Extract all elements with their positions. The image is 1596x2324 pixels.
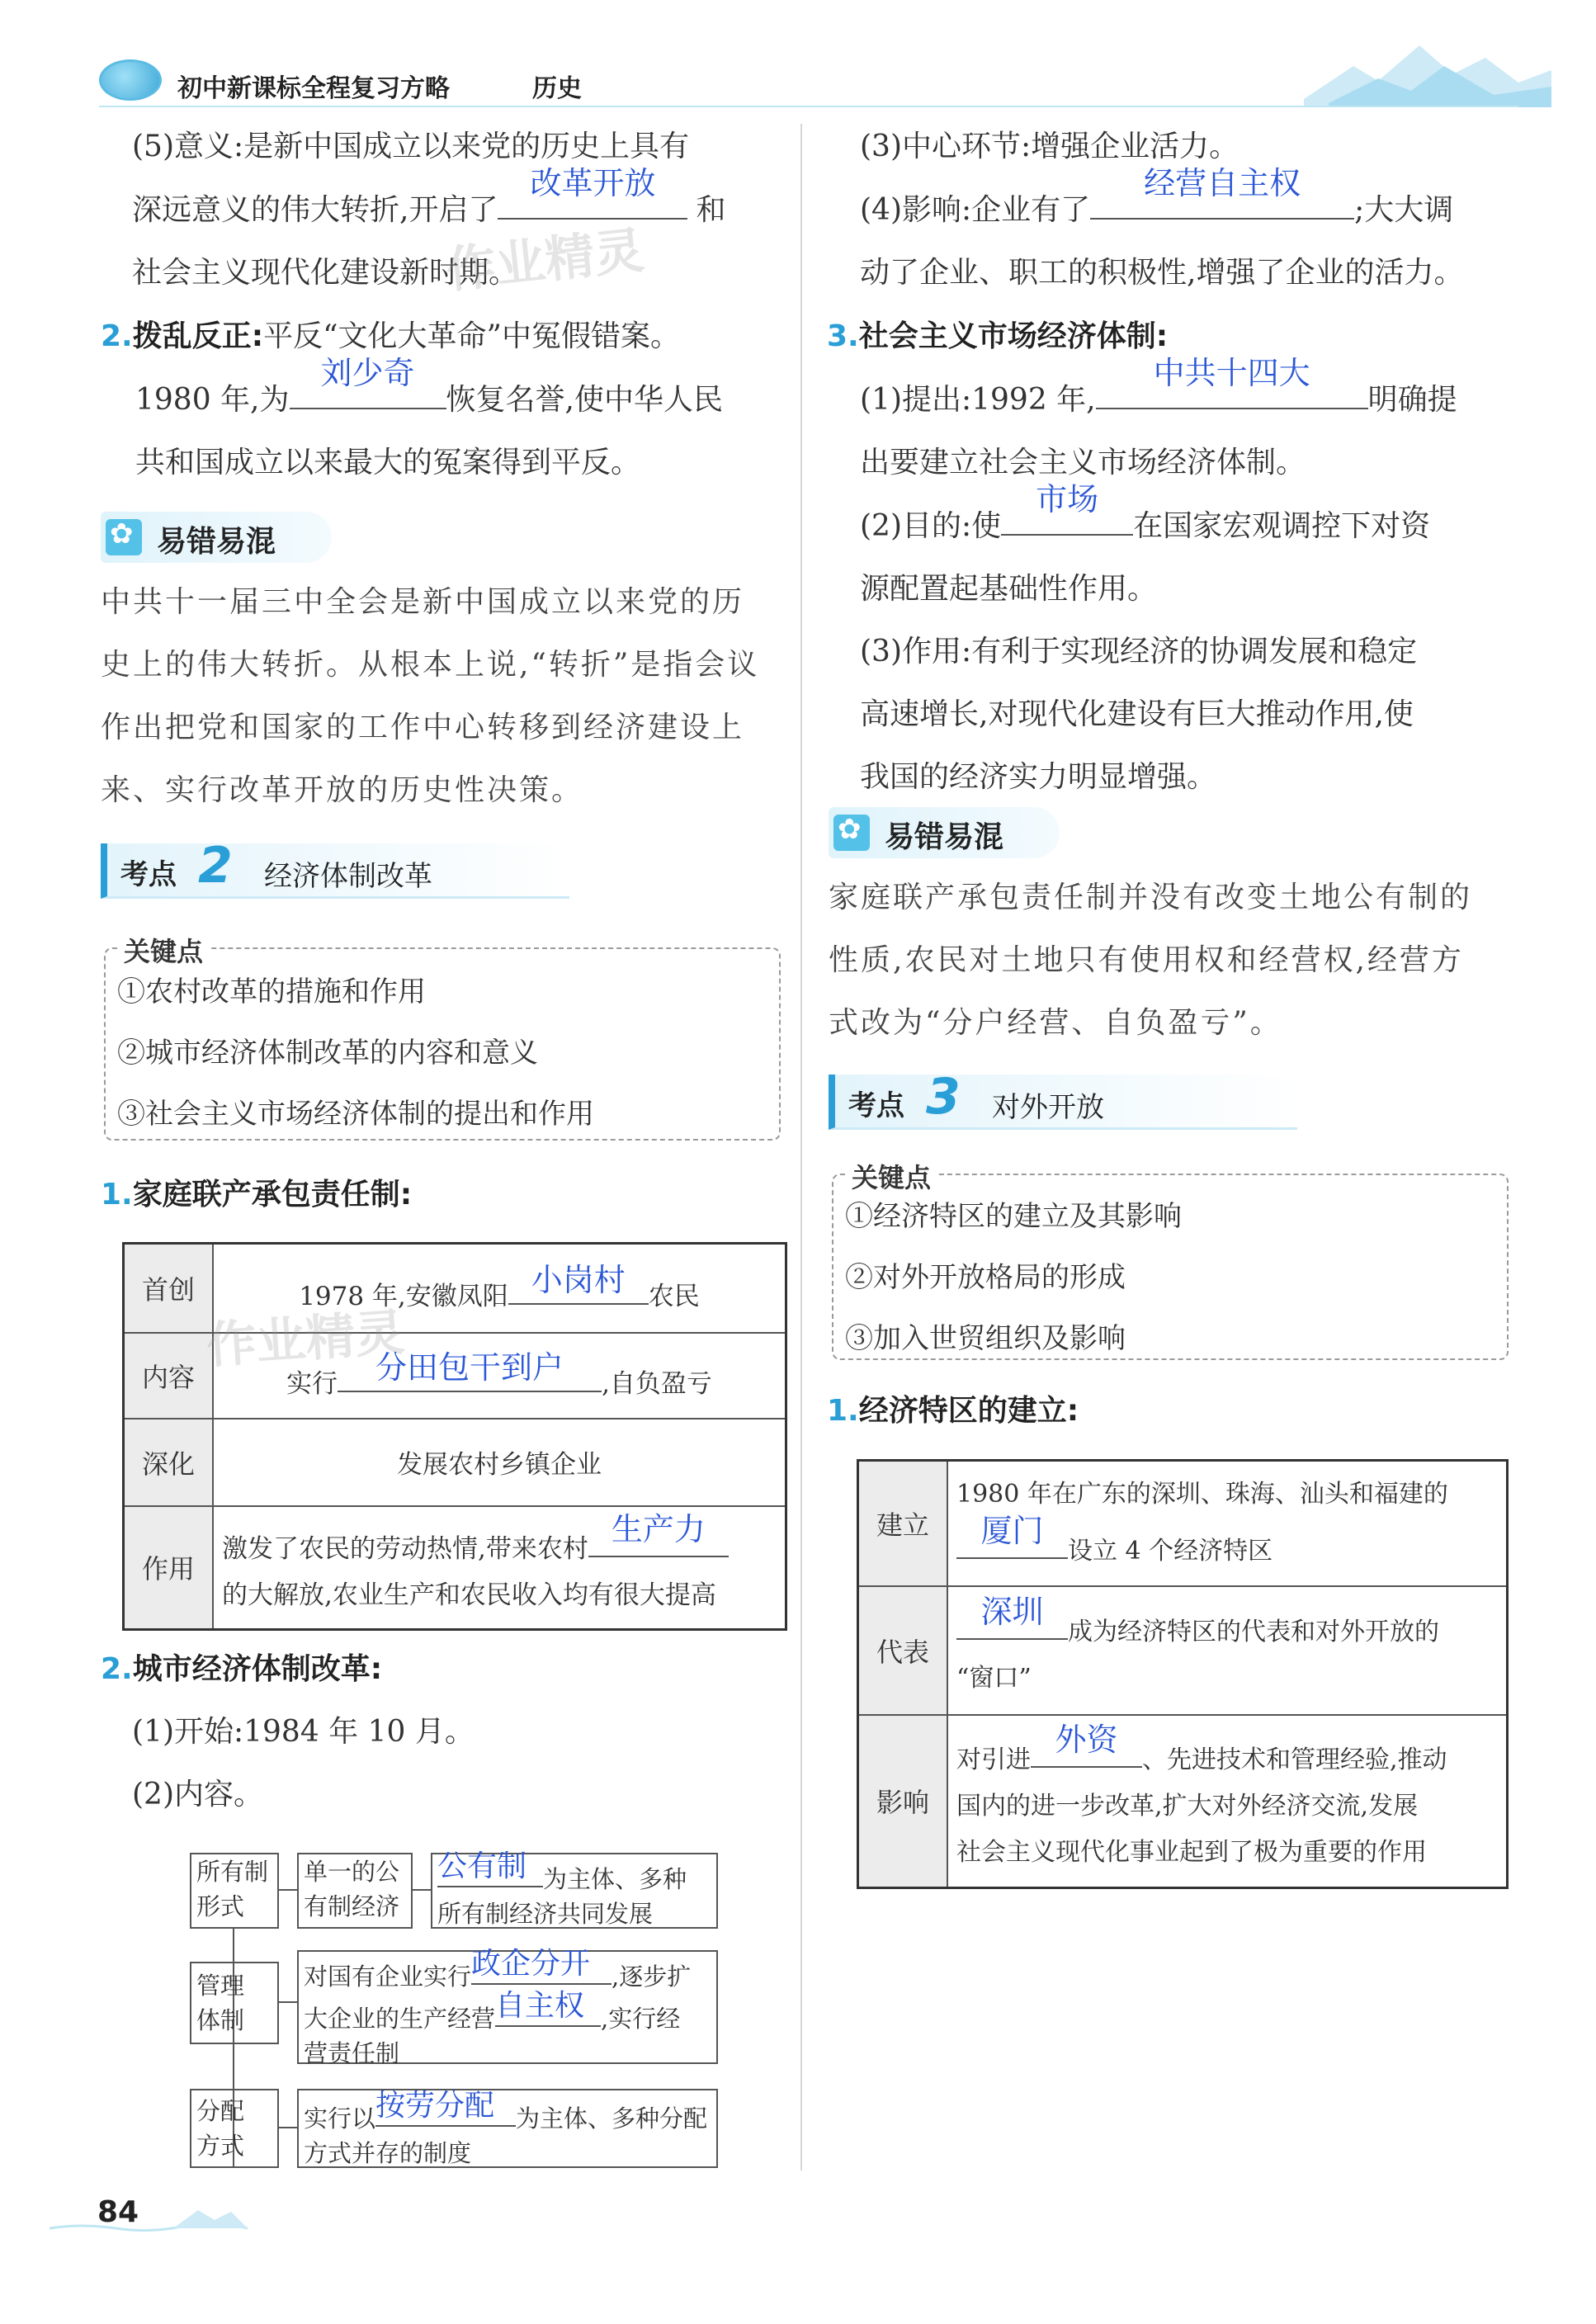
special-economic-zones-table xyxy=(857,1459,1509,1889)
book-logo-icon xyxy=(99,59,162,101)
handwritten-answer: 小岗村 xyxy=(531,1262,626,1299)
answer-blank xyxy=(956,1513,1068,1559)
text-line: 3.社会主义市场经济体制: xyxy=(827,319,1169,353)
tip-label: 易错易混 xyxy=(885,820,1004,854)
tip-badge xyxy=(829,807,1060,858)
key-points-box xyxy=(832,1162,1509,1360)
connector xyxy=(279,1889,297,1891)
diagram-node: 对国有企业实行 政企分开 ,逐步扩 大企业的生产经营 自主权 ,实行经 营责任制 xyxy=(297,1950,718,2064)
handwritten-answer: 经营自主权 xyxy=(1144,165,1301,201)
key-point-item: ③加入世贸组织及影响 xyxy=(845,1322,1126,1355)
diagram-node: 单一的公 有制经济 xyxy=(297,1853,413,1929)
table-cell: 深圳 成为经济特区的代表和对外开放的 “窗口” xyxy=(947,1586,1508,1715)
text-line: (3)中心环节:增强企业活力。 xyxy=(860,130,1239,163)
text-line: (3)作用:有利于实现经济的协调发展和稳定 xyxy=(860,635,1418,668)
text-line: 2.城市经济体制改革: xyxy=(101,1652,383,1686)
text-line: 性质,农民对土地只有使用权和经营权,经营方 xyxy=(829,943,1464,977)
handwritten-answer: 公有制 xyxy=(437,1849,527,1883)
kp-number: 2 xyxy=(198,837,233,895)
handwritten-answer: 自主权 xyxy=(495,1989,585,2023)
text-line: 2.拨乱反正:平反“文化大革命”中冤假错案。 xyxy=(101,319,680,353)
text-line: (1)开始:1984 年 10 月。 xyxy=(132,1715,475,1749)
tip-badge xyxy=(101,512,332,563)
keybox-title: 关键点 xyxy=(117,931,210,969)
tip-1-text xyxy=(101,571,786,822)
heading-special-zones: 1.经济特区的建立: xyxy=(827,1394,1079,1428)
answer-blank xyxy=(1090,165,1354,220)
kp-title: 对外开放 xyxy=(992,1091,1104,1124)
key-points-box xyxy=(104,936,781,1141)
kp-label: 考点 xyxy=(848,1089,904,1122)
answer-blank xyxy=(1031,1721,1142,1768)
handwritten-answer: 改革开放 xyxy=(530,165,656,201)
diagram-node: 实行以 按劳分配 为主体、多种分配 方式并存的制度 xyxy=(297,2089,718,2168)
book-title: 初中新课标全程复习方略 xyxy=(177,74,450,103)
text-line: 家庭联产承包责任制并没有改变土地公有制的 xyxy=(829,881,1473,914)
text-line: 来、实行改革开放的历史性决策。 xyxy=(101,773,584,807)
answer-blank xyxy=(508,1264,649,1305)
section-urban-reform xyxy=(101,1638,786,1826)
watermark: 作业精灵 xyxy=(443,221,647,300)
text-line: 史上的伟大转折。从根本上说,“转折”是指会议 xyxy=(101,648,760,682)
connector xyxy=(413,1889,431,1891)
key-point-item: ②城市经济体制改革的内容和意义 xyxy=(117,1037,538,1070)
key-point-item: ③社会主义市场经济体制的提出和作用 xyxy=(117,1098,594,1131)
header-rule xyxy=(99,106,1518,107)
table-cell: 发展农村乡镇企业 xyxy=(213,1419,786,1506)
diagram-node: 管理 体制 xyxy=(190,1962,279,2044)
column-divider xyxy=(800,124,802,2170)
handwritten-answer: 中共十四大 xyxy=(1153,355,1310,391)
answer-blank xyxy=(495,1989,601,2027)
enterprise-items xyxy=(860,116,1520,305)
table-cell: 1980 年在广东的深圳、珠海、汕头和福建的 厦门 设立 4 个经济特区 xyxy=(947,1461,1508,1586)
kp-title: 经济体制改革 xyxy=(264,860,432,893)
table-cell: 1978 年,安徽凤阳 小岗村 农民 xyxy=(213,1244,786,1333)
diagram-node: 公有制 为主体、多种 所有制经济共同发展 xyxy=(431,1853,718,1929)
handwritten-answer: 深圳 xyxy=(980,1594,1044,1630)
handwritten-answer: 市场 xyxy=(1036,481,1099,517)
page-number: 84 xyxy=(97,2195,139,2229)
urban-reform-diagram xyxy=(190,1849,718,2175)
text-line: 共和国成立以来最大的冤案得到平反。 xyxy=(135,446,641,479)
text-line: 高速增长,对现代化建设有巨大推动作用,使 xyxy=(860,697,1414,731)
subject-label: 历史 xyxy=(532,74,582,103)
table-row xyxy=(124,1506,786,1630)
section-2-bring-order xyxy=(101,305,786,494)
handwritten-answer: 按劳分配 xyxy=(375,2089,495,2123)
mountain-decoration-icon xyxy=(1304,33,1551,107)
handwritten-answer: 外资 xyxy=(1055,1721,1118,1758)
text-line: 式改为“分户经营、自负盈亏”。 xyxy=(829,1006,1282,1040)
kp-label: 考点 xyxy=(120,858,177,891)
text-line: 源配置起基础性作用。 xyxy=(860,572,1158,606)
handwritten-answer: 刘少奇 xyxy=(320,355,415,391)
table-row xyxy=(858,1586,1508,1715)
table-cell: 对引进 外资 、先进技术和管理经验,推动 国内的进一步改革,扩大对外经济交流,发展 社会主义现代化事业起到了极为重要的作用 xyxy=(947,1715,1508,1888)
key-point-item: ②对外开放格局的形成 xyxy=(845,1261,1126,1294)
text-line: 作出把党和国家的工作中心转移到经济建设上 xyxy=(101,711,745,744)
answer-blank xyxy=(1001,481,1133,536)
table-row xyxy=(858,1715,1508,1888)
answer-blank xyxy=(437,1849,543,1887)
row-label: 作用 xyxy=(124,1506,214,1630)
text-line: (2)内容。 xyxy=(132,1778,263,1811)
text-line: (4)影响:企业有了 经营自主权 ;大大调 xyxy=(860,178,1520,242)
tip-2-text xyxy=(829,867,1522,1055)
answer-blank xyxy=(956,1594,1068,1640)
text-line: 我国的经济实力明显增强。 xyxy=(860,760,1217,794)
answer-blank xyxy=(588,1511,729,1557)
row-label: 深化 xyxy=(124,1419,214,1506)
answer-blank xyxy=(498,165,687,220)
table-row xyxy=(124,1419,786,1506)
row-label: 首创 xyxy=(124,1244,214,1333)
kp-number: 3 xyxy=(926,1068,961,1126)
handwritten-answer: 政企分开 xyxy=(471,1947,591,1981)
row-label: 建立 xyxy=(858,1461,948,1586)
key-point-3-bar xyxy=(829,1068,1297,1130)
diagram-node: 分配 方式 xyxy=(190,2089,279,2168)
row-label: 代表 xyxy=(858,1586,948,1715)
text-line: 中共十一届三中全会是新中国成立以来党的历 xyxy=(101,585,745,619)
answer-blank xyxy=(1096,355,1368,409)
key-point-item: ①农村改革的措施和作用 xyxy=(117,975,426,1008)
text-line: 1980 年,为 刘少奇 恢复名誉,使中华人民 xyxy=(101,368,786,432)
watermark: 作业精灵 xyxy=(205,1303,407,1376)
text-line: (2)目的:使 市场 在国家宏观调控下对资 xyxy=(827,494,1520,558)
answer-blank xyxy=(290,355,446,409)
section-market-economy xyxy=(827,305,1520,809)
table-cell: 实行 分田包干到户 ,自负盈亏 xyxy=(213,1333,786,1419)
heading-household-responsibility: 1.家庭联产承包责任制: xyxy=(101,1178,413,1212)
table-cell: 激发了农民的劳动热情,带来农村 生产力 的大解放,农业生产和农民收入均有很大提高 xyxy=(213,1506,786,1630)
handwritten-answer: 分田包干到户 xyxy=(375,1349,564,1386)
wave-decoration-icon xyxy=(50,2187,248,2237)
connector xyxy=(279,2001,297,2003)
connector xyxy=(279,2127,297,2128)
key-point-item: ①经济特区的建立及其影响 xyxy=(845,1200,1182,1233)
handwritten-answer: 厦门 xyxy=(980,1513,1044,1550)
answer-blank xyxy=(471,1947,611,1985)
text-line: 深远意义的伟大转折,开启了 改革开放 和 xyxy=(132,178,784,242)
table-row xyxy=(858,1461,1508,1586)
flower-icon xyxy=(833,815,870,851)
diagram-node: 所有制 形式 xyxy=(190,1853,279,1929)
row-label: 内容 xyxy=(124,1333,214,1419)
answer-blank xyxy=(375,2089,516,2127)
household-responsibility-table xyxy=(122,1242,787,1631)
row-label: 影响 xyxy=(858,1715,948,1888)
page-header xyxy=(0,0,1596,111)
key-point-2-bar xyxy=(101,837,569,899)
text-line: 出要建立社会主义市场经济体制。 xyxy=(860,446,1306,479)
text-line: (1)提出:1992 年, 中共十四大 明确提 xyxy=(827,368,1520,432)
handwritten-answer: 生产力 xyxy=(611,1511,706,1548)
tip-label: 易错易混 xyxy=(157,525,276,559)
keybox-title: 关键点 xyxy=(845,1157,937,1195)
text-line: (5)意义:是新中国成立以来党的历史上具有 xyxy=(132,130,690,163)
text-line: 社会主义现代化建设新时期。 xyxy=(132,256,519,290)
flower-icon xyxy=(106,519,142,555)
text-line: 动了企业、职工的积极性,增强了企业的活力。 xyxy=(860,256,1464,290)
